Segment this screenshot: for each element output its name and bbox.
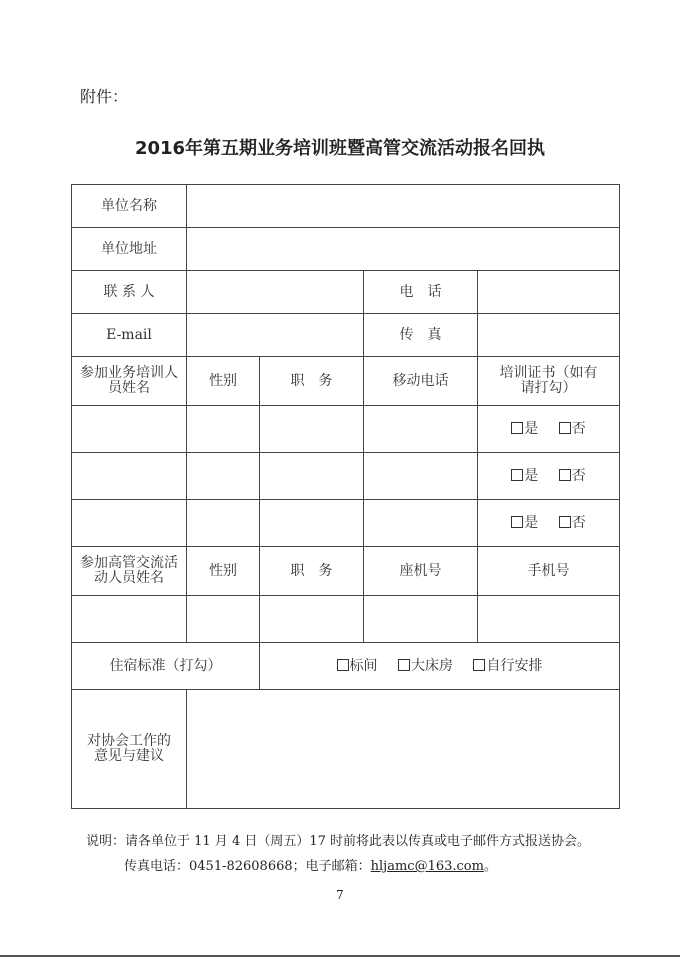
no-label: 否 — [571, 467, 586, 484]
email-row — [72, 314, 620, 357]
mobile-cell[interactable] — [364, 453, 478, 500]
exec-landline-header: 座机号 — [364, 547, 478, 596]
training-row — [72, 500, 620, 547]
accommodation-standard-option[interactable] — [337, 659, 378, 674]
mobile-cell[interactable] — [364, 500, 478, 547]
name-cell[interactable] — [72, 596, 187, 643]
certificate-no-option[interactable] — [559, 469, 586, 484]
gender-cell[interactable] — [187, 500, 260, 547]
accommodation-row — [72, 643, 620, 690]
certificate-yes-option[interactable] — [511, 516, 538, 531]
accommodation-label: 住宿标准（打勾） — [72, 643, 260, 690]
exec-header-row — [72, 547, 620, 596]
comments-label: 对协会工作的意见与建议 — [72, 690, 187, 809]
name-cell[interactable] — [72, 453, 187, 500]
fax-label: 传 真 — [364, 314, 478, 357]
training-position-header: 职 务 — [260, 357, 364, 406]
name-cell[interactable] — [72, 500, 187, 547]
checkbox-icon[interactable] — [398, 659, 410, 671]
note-end: 。 — [483, 859, 497, 874]
unit-name-row — [72, 185, 620, 228]
accommodation-options — [260, 643, 620, 690]
exec-gender-header: 性别 — [187, 547, 260, 596]
certificate-cell — [478, 500, 620, 547]
certificate-yes-option[interactable] — [511, 469, 538, 484]
certificate-cell — [478, 453, 620, 500]
checkbox-icon[interactable] — [559, 516, 571, 528]
certificate-yes-option[interactable] — [511, 422, 538, 437]
training-row — [72, 406, 620, 453]
unit-name-label: 单位名称 — [72, 185, 187, 228]
training-name-header: 参加业务培训人员姓名 — [72, 357, 187, 406]
checkbox-icon[interactable] — [337, 659, 349, 671]
unit-name-field[interactable] — [187, 185, 620, 228]
checkbox-icon[interactable] — [511, 469, 523, 481]
contact-label: 联 系 人 — [72, 271, 187, 314]
page-title: 2016年第五期业务培训班暨高管交流活动报名回执 — [134, 138, 546, 159]
exec-mobile-header: 手机号 — [478, 547, 620, 596]
yes-label: 是 — [524, 514, 539, 531]
exec-name-header: 参加高管交流活动人员姓名 — [72, 547, 187, 596]
option-label: 标间 — [349, 657, 378, 674]
email-label: E-mail — [72, 314, 187, 357]
exec-row — [72, 596, 620, 643]
option-label: 自行安排 — [486, 657, 543, 674]
gender-cell[interactable] — [187, 596, 260, 643]
attachment-label: 附件： — [80, 87, 129, 106]
certificate-cell — [478, 406, 620, 453]
training-gender-header: 性别 — [187, 357, 260, 406]
no-label: 否 — [571, 420, 586, 437]
phone-label: 电 话 — [364, 271, 478, 314]
accommodation-king-option[interactable] — [398, 659, 453, 674]
note-deadline: 说明：请各单位于 11 月 4 日（周五）17 时前将此表以传真或电子邮件方式报送协会。 — [86, 834, 591, 849]
training-row — [72, 453, 620, 500]
comments-field[interactable] — [187, 690, 620, 809]
gender-cell[interactable] — [187, 406, 260, 453]
yes-label: 是 — [524, 467, 539, 484]
unit-address-label: 单位地址 — [72, 228, 187, 271]
certificate-no-option[interactable] — [559, 516, 586, 531]
training-certificate-header: 培训证书（如有请打勾） — [478, 357, 620, 406]
checkbox-icon[interactable] — [559, 469, 571, 481]
email-link[interactable]: hljamc@163.com — [370, 859, 484, 874]
option-label: 大床房 — [411, 657, 453, 674]
landline-cell[interactable] — [364, 596, 478, 643]
unit-address-row — [72, 228, 620, 271]
position-cell[interactable] — [260, 500, 364, 547]
scan-edge-divider — [0, 955, 680, 957]
training-mobile-header: 移动电话 — [364, 357, 478, 406]
accommodation-self-option[interactable] — [473, 659, 542, 674]
checkbox-icon[interactable] — [511, 516, 523, 528]
phone-field[interactable] — [478, 271, 620, 314]
fax-and-email-label: 传真电话：0451-82608668；电子邮箱： — [124, 859, 371, 874]
gender-cell[interactable] — [187, 453, 260, 500]
position-cell[interactable] — [260, 596, 364, 643]
yes-label: 是 — [524, 420, 539, 437]
contact-row — [72, 271, 620, 314]
exec-position-header: 职 务 — [260, 547, 364, 596]
unit-address-field[interactable] — [187, 228, 620, 271]
checkbox-icon[interactable] — [511, 422, 523, 434]
page-number: 7 — [336, 888, 344, 902]
no-label: 否 — [571, 514, 586, 531]
checkbox-icon[interactable] — [559, 422, 571, 434]
position-cell[interactable] — [260, 406, 364, 453]
fax-field[interactable] — [478, 314, 620, 357]
mobile-cell[interactable] — [478, 596, 620, 643]
contact-field[interactable] — [187, 271, 364, 314]
position-cell[interactable] — [260, 453, 364, 500]
email-field[interactable] — [187, 314, 364, 357]
checkbox-icon[interactable] — [473, 659, 485, 671]
certificate-no-option[interactable] — [559, 422, 586, 437]
registration-form — [71, 184, 620, 809]
note-contact — [124, 855, 497, 874]
name-cell[interactable] — [72, 406, 187, 453]
mobile-cell[interactable] — [364, 406, 478, 453]
comments-row — [72, 690, 620, 809]
training-header-row — [72, 357, 620, 406]
